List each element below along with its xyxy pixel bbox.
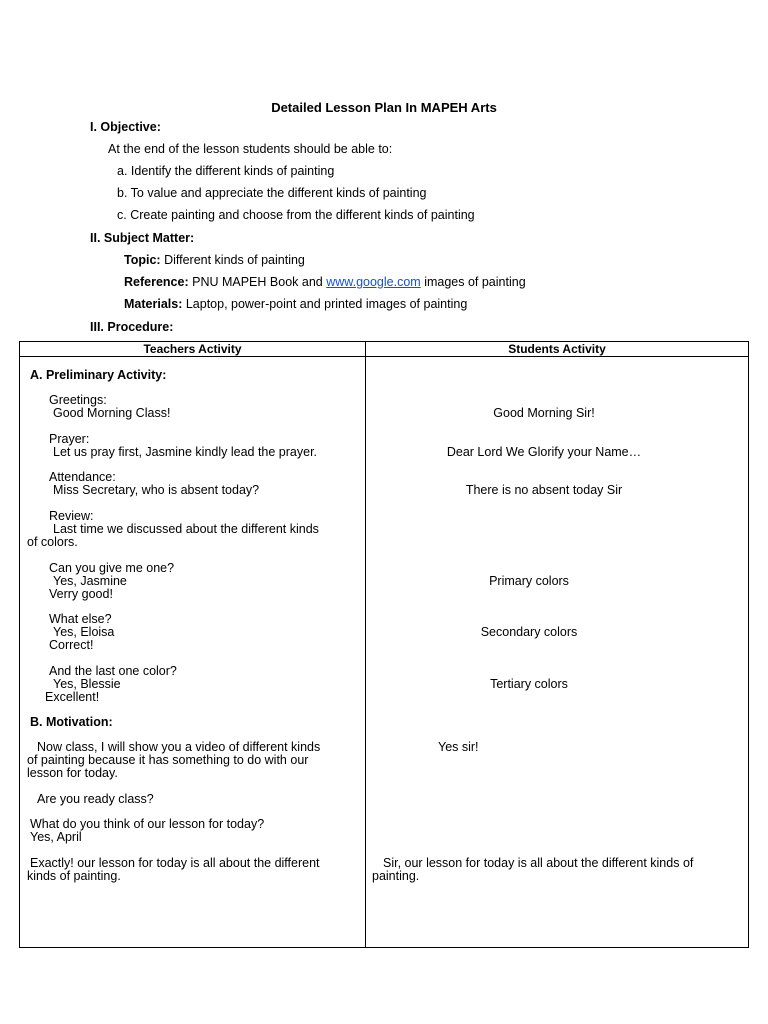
teacher-line: Good Morning Class!: [53, 406, 171, 420]
materials-value: Laptop, power-point and printed images of painting: [185, 297, 468, 311]
procedure-heading: III. Procedure:: [90, 320, 174, 334]
student-line: Yes sir!: [438, 740, 479, 754]
objective-item: a. Identify the different kinds of painting: [117, 164, 335, 178]
student-line: painting.: [372, 869, 420, 883]
objective-heading: I. Objective:: [90, 120, 161, 134]
review-label: Review:: [49, 509, 94, 523]
greetings-label: Greetings:: [49, 393, 107, 407]
teacher-line: Exactly! our lesson for today is all about the different: [30, 856, 320, 870]
page-title: Detailed Lesson Plan In MAPEH Arts: [271, 100, 497, 115]
column-header-students: Students Activity: [508, 342, 606, 356]
teacher-line: Yes, Eloisa: [53, 625, 115, 639]
objective-item: c. Create painting and choose from the different kinds of painting: [117, 208, 475, 222]
objective-intro: At the end of the lesson students should be able to:: [108, 142, 393, 156]
student-line: Secondary colors: [480, 625, 578, 639]
teacher-line: What do you think of our lesson for today?: [30, 817, 265, 831]
teacher-line: kinds of painting.: [27, 869, 121, 883]
student-line: Sir, our lesson for today is all about the different kinds of: [383, 856, 694, 870]
objective-item: b. To value and appreciate the different kinds of painting: [117, 186, 427, 200]
reference-text: PNU MAPEH Book and: [192, 275, 323, 289]
teacher-question: What else?: [49, 612, 112, 626]
topic-line: [124, 253, 305, 267]
teacher-line: of painting because it has something to do with our: [27, 753, 309, 767]
student-line: Primary colors: [489, 574, 569, 588]
teacher-line: Let us pray first, Jasmine kindly lead the prayer.: [53, 445, 318, 459]
teacher-question: And the last one color?: [49, 664, 177, 678]
teacher-line: Yes, Blessie: [53, 677, 121, 691]
teacher-line: Yes, April: [30, 830, 82, 844]
attendance-label: Attendance:: [49, 470, 116, 484]
teacher-line: Correct!: [49, 638, 94, 652]
topic-label: Topic:: [124, 253, 161, 267]
teacher-line: Excellent!: [45, 690, 100, 704]
student-line: There is no absent today Sir: [465, 483, 623, 497]
student-line: Tertiary colors: [490, 677, 568, 691]
motivation-heading: B. Motivation:: [30, 715, 113, 729]
teacher-line: Verry good!: [49, 587, 113, 601]
preliminary-heading: A. Preliminary Activity:: [30, 368, 167, 382]
materials-line: [124, 297, 467, 311]
student-line: Good Morning Sir!: [493, 406, 595, 420]
reference-link[interactable]: www.google.com: [326, 275, 421, 289]
teacher-line: Miss Secretary, who is absent today?: [53, 483, 260, 497]
teacher-line: Now class, I will show you a video of different kinds: [37, 740, 321, 754]
reference-label: Reference:: [124, 275, 189, 289]
topic-value: Different kinds of painting: [164, 253, 305, 267]
column-header-teachers: Teachers Activity: [143, 342, 242, 356]
teacher-line: Are you ready class?: [37, 792, 154, 806]
prayer-label: Prayer:: [49, 432, 90, 446]
reference-line: [124, 275, 526, 289]
subject-matter-heading: II. Subject Matter:: [90, 231, 195, 245]
teacher-line: Yes, Jasmine: [53, 574, 127, 588]
teacher-question: Can you give me one?: [49, 561, 175, 575]
teacher-line: Last time we discussed about the different kinds: [53, 522, 319, 536]
materials-label: Materials:: [124, 297, 183, 311]
reference-text-post: images of painting: [424, 275, 526, 289]
student-line: Dear Lord We Glorify your Name…: [446, 445, 642, 459]
teacher-line: lesson for today.: [27, 766, 118, 780]
teacher-line: of colors.: [27, 535, 78, 549]
